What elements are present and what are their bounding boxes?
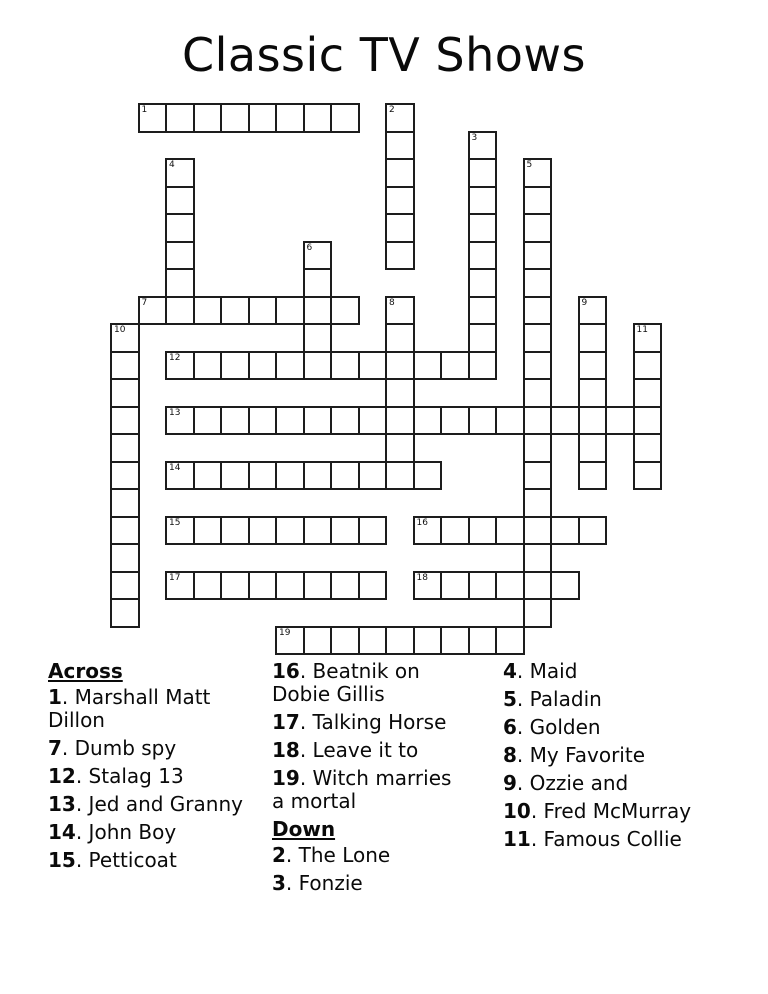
clue-column-right — [503, 660, 748, 856]
clue-number: 3 — [272, 871, 286, 895]
clue-text: . Dumb spy — [61, 736, 177, 760]
grid-cell[interactable] — [303, 571, 333, 601]
grid-cell[interactable] — [385, 213, 415, 243]
grid-cell[interactable] — [165, 241, 195, 271]
grid-cell[interactable] — [578, 378, 608, 408]
cell-number: 9 — [581, 297, 588, 308]
clue-text: . Witch marries a mortal — [272, 766, 452, 813]
grid-cell[interactable] — [633, 406, 663, 436]
grid-cell[interactable] — [385, 296, 415, 326]
grid-cell[interactable] — [248, 516, 278, 546]
grid-cell[interactable] — [523, 213, 553, 243]
grid-cell[interactable] — [523, 433, 553, 463]
clue-item — [48, 765, 260, 788]
clue-text: . The Lone — [285, 843, 391, 867]
grid-cell[interactable] — [303, 296, 333, 326]
grid-cell[interactable] — [275, 626, 305, 656]
grid-cell[interactable] — [303, 103, 333, 133]
clue-number: 12 — [48, 764, 76, 788]
across-heading: Across — [48, 659, 123, 683]
grid-cell[interactable] — [523, 323, 553, 353]
clue-item — [503, 716, 748, 739]
grid-cell[interactable] — [220, 103, 250, 133]
grid-cell[interactable] — [303, 461, 333, 491]
cell-number: 2 — [389, 105, 395, 115]
cell-number: 6 — [306, 242, 313, 253]
down-heading: Down — [272, 817, 336, 841]
clue-item — [272, 711, 460, 734]
grid-cell[interactable] — [220, 296, 250, 326]
cell-number: 12 — [169, 352, 181, 363]
grid-cell[interactable] — [495, 406, 525, 436]
clue-item — [272, 739, 460, 762]
grid-cell[interactable] — [523, 268, 553, 298]
grid-cell[interactable] — [358, 351, 388, 381]
clue-item — [272, 844, 460, 867]
grid-cell[interactable] — [303, 268, 333, 298]
grid-cell[interactable] — [468, 241, 498, 271]
cell-number: 11 — [636, 325, 648, 335]
grid-cell[interactable] — [385, 131, 415, 161]
clue-item — [272, 767, 460, 813]
grid-cell[interactable] — [468, 296, 498, 326]
cell-number: 1 — [141, 105, 148, 115]
grid-cell[interactable] — [495, 626, 525, 656]
grid-cell[interactable] — [165, 406, 195, 436]
grid-cell[interactable] — [468, 131, 498, 161]
clue-number: 13 — [48, 792, 76, 816]
grid-cell[interactable] — [413, 406, 443, 436]
grid-cell[interactable] — [468, 158, 498, 188]
grid-cell[interactable] — [193, 406, 223, 436]
grid-cell[interactable] — [468, 351, 498, 381]
grid-cell[interactable] — [468, 268, 498, 298]
grid-cell[interactable] — [110, 488, 140, 518]
grid-cell[interactable] — [495, 571, 525, 601]
grid-cell[interactable] — [578, 406, 608, 436]
grid-cell[interactable] — [110, 543, 140, 573]
clue-item — [48, 793, 260, 816]
clue-number: 10 — [503, 799, 531, 823]
grid-cell[interactable] — [275, 103, 305, 133]
grid-cell[interactable] — [523, 351, 553, 381]
grid-cell[interactable] — [138, 296, 168, 326]
clue-number: 18 — [272, 738, 300, 762]
grid-cell[interactable] — [633, 433, 663, 463]
grid-cell[interactable] — [523, 406, 553, 436]
page-title: Classic TV Shows — [182, 28, 586, 82]
grid-cell[interactable] — [330, 351, 360, 381]
grid-cell[interactable] — [523, 158, 553, 188]
grid-cell[interactable] — [385, 351, 415, 381]
grid-cell[interactable] — [248, 296, 278, 326]
clue-text: . Famous Collie — [530, 827, 682, 851]
grid-cell[interactable] — [303, 516, 333, 546]
clue-item — [48, 821, 260, 844]
clue-item — [503, 800, 748, 823]
grid-cell[interactable] — [193, 351, 223, 381]
grid-cell[interactable] — [385, 378, 415, 408]
clue-number: 19 — [272, 766, 300, 790]
grid-cell[interactable] — [385, 626, 415, 656]
grid-cell[interactable] — [330, 296, 360, 326]
grid-cell[interactable] — [633, 351, 663, 381]
cell-number: 4 — [169, 160, 175, 170]
grid-cell[interactable] — [578, 323, 608, 353]
grid-cell[interactable] — [330, 516, 360, 546]
grid-cell[interactable] — [550, 571, 580, 601]
clue-item — [503, 744, 748, 767]
grid-cell[interactable] — [468, 626, 498, 656]
grid-cell[interactable] — [578, 433, 608, 463]
clue-item — [503, 828, 748, 851]
grid-cell[interactable] — [165, 461, 195, 491]
clue-column-left — [48, 660, 260, 877]
grid-cell[interactable] — [523, 296, 553, 326]
grid-cell[interactable] — [385, 323, 415, 353]
grid-cell[interactable] — [165, 351, 195, 381]
grid-cell[interactable] — [495, 516, 525, 546]
grid-cell[interactable] — [110, 461, 140, 491]
cell-number: 10 — [114, 325, 126, 335]
grid-cell[interactable] — [220, 571, 250, 601]
clue-text: . Stalag 13 — [75, 764, 184, 788]
grid-cell[interactable] — [578, 516, 608, 546]
clue-item — [503, 660, 748, 683]
grid-cell[interactable] — [110, 516, 140, 546]
grid-cell[interactable] — [165, 158, 195, 188]
clue-number: 8 — [503, 743, 517, 767]
grid-cell[interactable] — [303, 323, 333, 353]
cell-number: 17 — [169, 572, 181, 583]
clue-text: . Beatnik on Dobie Gillis — [272, 659, 420, 706]
grid-cell[interactable] — [523, 516, 553, 546]
clue-text: . Ozzie and — [516, 771, 629, 795]
grid-cell[interactable] — [303, 626, 333, 656]
grid-cell[interactable] — [248, 103, 278, 133]
grid-cell[interactable] — [550, 406, 580, 436]
grid-cell[interactable] — [110, 598, 140, 628]
clue-text: . Maid — [516, 659, 578, 683]
grid-cell[interactable] — [330, 103, 360, 133]
grid-cell[interactable] — [330, 626, 360, 656]
clue-text: . Fonzie — [285, 871, 363, 895]
grid-cell[interactable] — [633, 461, 663, 491]
clue-item — [48, 849, 260, 872]
cell-number: 3 — [471, 132, 478, 143]
grid-cell[interactable] — [578, 461, 608, 491]
grid-cell[interactable] — [605, 406, 635, 436]
grid-cell[interactable] — [165, 296, 195, 326]
grid-cell[interactable] — [220, 406, 250, 436]
cell-number: 14 — [169, 462, 181, 473]
grid-cell[interactable] — [385, 406, 415, 436]
grid-cell[interactable] — [413, 626, 443, 656]
grid-cell[interactable] — [523, 543, 553, 573]
cell-number: 16 — [416, 517, 428, 528]
grid-cell[interactable] — [248, 406, 278, 436]
grid-cell[interactable] — [275, 571, 305, 601]
grid-cell[interactable] — [165, 571, 195, 601]
grid-cell[interactable] — [633, 378, 663, 408]
grid-cell[interactable] — [193, 296, 223, 326]
grid-cell[interactable] — [523, 378, 553, 408]
grid-cell[interactable] — [248, 461, 278, 491]
grid-cell[interactable] — [385, 433, 415, 463]
clue-item — [48, 737, 260, 760]
grid-cell[interactable] — [578, 351, 608, 381]
clue-text: . Talking Horse — [299, 710, 447, 734]
grid-cell[interactable] — [303, 241, 333, 271]
grid-cell[interactable] — [413, 571, 443, 601]
clue-number: 4 — [503, 659, 517, 683]
cell-number: 5 — [526, 160, 533, 170]
clue-number: 5 — [503, 687, 517, 711]
clue-number: 14 — [48, 820, 76, 844]
grid-cell[interactable] — [633, 323, 663, 353]
grid-cell[interactable] — [523, 488, 553, 518]
grid-cell[interactable] — [165, 268, 195, 298]
grid-cell[interactable] — [193, 516, 223, 546]
grid-cell[interactable] — [523, 598, 553, 628]
grid-cell[interactable] — [193, 461, 223, 491]
grid-cell[interactable] — [330, 406, 360, 436]
grid-cell[interactable] — [303, 406, 333, 436]
grid-cell[interactable] — [275, 516, 305, 546]
clue-text: . My Favorite — [516, 743, 646, 767]
grid-cell[interactable] — [358, 406, 388, 436]
grid-cell[interactable] — [110, 406, 140, 436]
grid-cell[interactable] — [193, 103, 223, 133]
cell-number: 13 — [169, 407, 181, 418]
grid-cell[interactable] — [468, 571, 498, 601]
clue-number: 6 — [503, 715, 517, 739]
grid-cell[interactable] — [275, 461, 305, 491]
cell-number: 7 — [141, 297, 148, 308]
clue-number: 15 — [48, 848, 76, 872]
grid-cell[interactable] — [385, 186, 415, 216]
clue-item — [272, 660, 460, 706]
grid-cell[interactable] — [385, 158, 415, 188]
clue-number: 1 — [48, 685, 62, 709]
grid-cell[interactable] — [523, 186, 553, 216]
clue-item — [272, 872, 460, 895]
clue-number: 9 — [503, 771, 517, 795]
clue-number: 2 — [272, 843, 286, 867]
grid-cell[interactable] — [413, 461, 443, 491]
grid-cell[interactable] — [193, 571, 223, 601]
grid-cell[interactable] — [440, 406, 470, 436]
grid-cell[interactable] — [275, 351, 305, 381]
grid-cell[interactable] — [385, 241, 415, 271]
grid-cell[interactable] — [220, 461, 250, 491]
grid-cell[interactable] — [110, 571, 140, 601]
grid-cell[interactable] — [165, 103, 195, 133]
clue-item — [503, 688, 748, 711]
cell-number: 15 — [169, 517, 181, 528]
clue-text: . Golden — [516, 715, 601, 739]
grid-cell[interactable] — [358, 516, 388, 546]
grid-cell[interactable] — [523, 241, 553, 271]
clue-number: 7 — [48, 736, 62, 760]
clue-text: . Leave it to — [299, 738, 419, 762]
grid-cell[interactable] — [165, 516, 195, 546]
grid-cell[interactable] — [413, 516, 443, 546]
clue-number: 11 — [503, 827, 531, 851]
grid-cell[interactable] — [110, 378, 140, 408]
grid-cell[interactable] — [468, 323, 498, 353]
clue-text: . Jed and Granny — [75, 792, 243, 816]
grid-cell[interactable] — [165, 186, 195, 216]
grid-cell[interactable] — [275, 296, 305, 326]
clue-item — [503, 772, 748, 795]
cell-number: 19 — [279, 627, 291, 638]
clue-text: . Paladin — [516, 687, 602, 711]
grid-cell[interactable] — [275, 406, 305, 436]
clue-item — [48, 686, 260, 732]
grid-cell[interactable] — [468, 213, 498, 243]
clue-text: . Petticoat — [75, 848, 177, 872]
clue-text: . Marshall Matt Dillon — [48, 685, 211, 732]
grid-cell[interactable] — [468, 186, 498, 216]
grid-cell[interactable] — [550, 516, 580, 546]
grid-cell[interactable] — [330, 571, 360, 601]
grid-cell[interactable] — [138, 103, 168, 133]
grid-cell[interactable] — [440, 626, 470, 656]
clue-number: 16 — [272, 659, 300, 683]
cell-number: 8 — [389, 297, 395, 308]
grid-cell[interactable] — [358, 571, 388, 601]
clue-text: . Fred McMurray — [530, 799, 692, 823]
grid-cell[interactable] — [358, 461, 388, 491]
grid-cell[interactable] — [220, 351, 250, 381]
grid-cell[interactable] — [440, 571, 470, 601]
grid-cell[interactable] — [440, 351, 470, 381]
grid-cell[interactable] — [110, 351, 140, 381]
grid-cell[interactable] — [165, 213, 195, 243]
grid-cell[interactable] — [358, 626, 388, 656]
grid-cell[interactable] — [220, 516, 250, 546]
grid-cell[interactable] — [248, 351, 278, 381]
grid-cell[interactable] — [523, 461, 553, 491]
grid-cell[interactable] — [385, 461, 415, 491]
grid-cell[interactable] — [468, 406, 498, 436]
grid-cell[interactable] — [468, 516, 498, 546]
grid-cell[interactable] — [385, 103, 415, 133]
grid-cell[interactable] — [110, 433, 140, 463]
grid-cell[interactable] — [578, 296, 608, 326]
grid-cell[interactable] — [110, 323, 140, 353]
clue-column-middle — [272, 660, 460, 900]
grid-cell[interactable] — [440, 516, 470, 546]
cell-number: 18 — [416, 572, 428, 583]
grid-cell[interactable] — [523, 571, 553, 601]
grid-cell[interactable] — [303, 351, 333, 381]
grid-cell[interactable] — [413, 351, 443, 381]
clue-number: 17 — [272, 710, 300, 734]
clue-text: . John Boy — [75, 820, 177, 844]
grid-cell[interactable] — [330, 461, 360, 491]
grid-cell[interactable] — [248, 571, 278, 601]
